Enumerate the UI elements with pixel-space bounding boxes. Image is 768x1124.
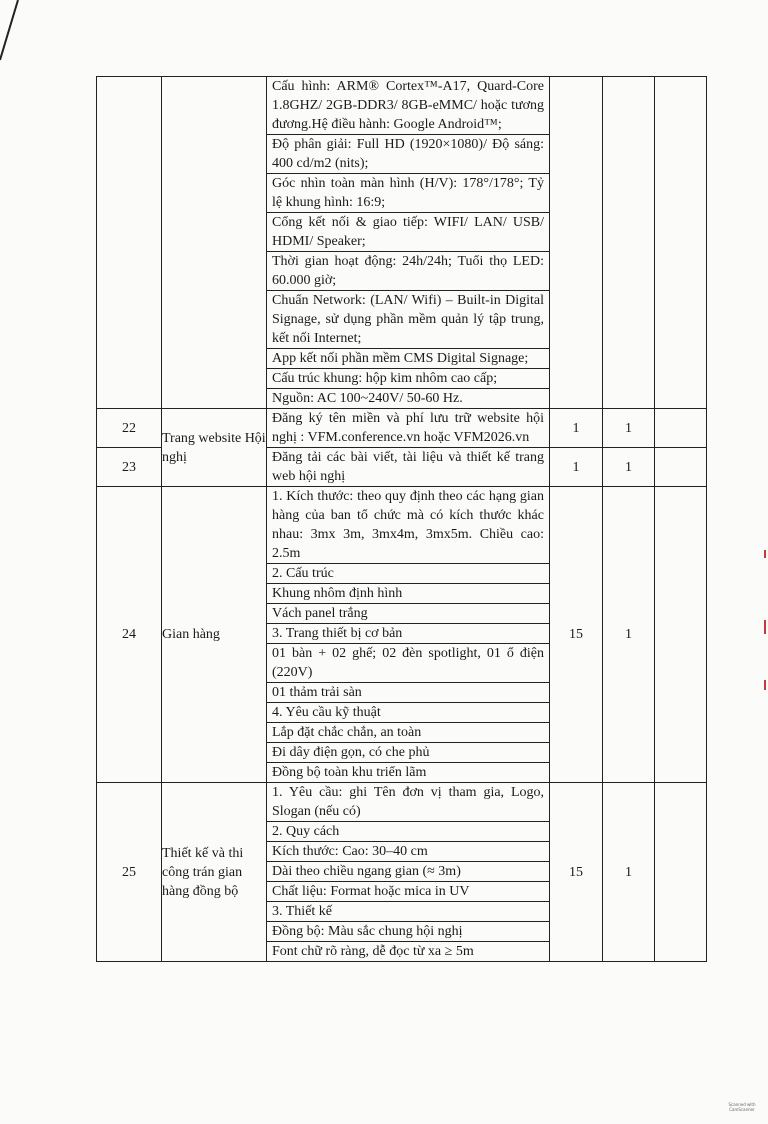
page-corner-fold [0, 0, 40, 80]
spec-line: 1. Kích thước: theo quy định theo các hạng gian hàng của ban tổ chức mà có kích thước khác nhau: 3mx 3m, 3mx4m, 3mx5m. Chiều cao: 2.5m [267, 487, 549, 564]
spec-line: Chuẩn Network: (LAN/ Wifi) – Built-in Digital Signage, sử dụng phần mềm quản lý tập trung, kết nối Internet; [267, 291, 549, 349]
spec-line: Đồng bộ toàn khu triển lãm [272, 765, 427, 780]
item-number: 25 [97, 783, 162, 962]
spec-line: Góc nhìn toàn màn hình (H/V): 178°/178°; Tỷ lệ khung hình: 16:9; [267, 174, 549, 213]
spec-line: Dài theo chiều ngang gian (≈ 3m) [267, 862, 549, 882]
spec-line: 01 bàn + 02 ghế; 02 đèn spotlight, 01 ổ điện (220V) [267, 644, 549, 683]
edge-mark [764, 550, 766, 558]
table-row [97, 783, 707, 962]
spec-line: 2. Quy cách [267, 822, 549, 842]
spec-line: Cấu hình: ARM® Cortex™-A17, Quard-Core 1.8GHZ/ 2GB-DDR3/ 8GB-eMMC/ hoặc tương đương.Hệ điều hành: Google Android™; [267, 77, 549, 135]
quantity: 1 [550, 448, 603, 487]
spec-line: Độ phân giải: Full HD (1920×1080)/ Độ sáng: 400 cd/m2 (nits); [267, 135, 549, 174]
item-description [267, 783, 550, 962]
spec-line: 3. Thiết kế [267, 902, 549, 922]
spec-line: Font chữ rõ ràng, dễ đọc từ xa ≥ 5m [272, 944, 474, 959]
item-name: Thiết kế và thi công trán gian hàng đồng bộ [162, 783, 267, 962]
spec-line: Cấu trúc khung: hộp kim nhôm cao cấp; [267, 369, 549, 389]
spec-line: Thời gian hoạt động: 24h/24h; Tuổi thọ LED: 60.000 giờ; [267, 252, 549, 291]
edge-mark [764, 620, 766, 634]
spec-line: Lắp đặt chắc chắn, an toàn [267, 723, 549, 743]
item-name: Trang website Hội nghị [162, 409, 267, 487]
spec-line: Vách panel trắng [267, 604, 549, 624]
unit-count: 1 [603, 448, 655, 487]
empty-cell [655, 783, 707, 962]
item-number: 23 [97, 448, 162, 487]
item-description [267, 409, 550, 448]
empty-cell [655, 409, 707, 448]
item-name [162, 77, 267, 409]
spec-line: Nguồn: AC 100~240V/ 50-60 Hz. [272, 391, 463, 406]
spec-line: 1. Yêu cầu: ghi Tên đơn vị tham gia, Logo, Slogan (nếu có) [267, 783, 549, 822]
spec-table [96, 76, 707, 962]
empty-cell [655, 448, 707, 487]
spec-line: Khung nhôm định hình [267, 584, 549, 604]
unit-count: 1 [603, 409, 655, 448]
empty-cell [655, 487, 707, 783]
spec-line: 01 thảm trải sàn [267, 683, 549, 703]
item-number: 22 [97, 409, 162, 448]
spec-line: 3. Trang thiết bị cơ bản [267, 624, 549, 644]
spec-line: Đi dây điện gọn, có che phủ [267, 743, 549, 763]
unit-count: 1 [603, 783, 655, 962]
spec-line: Đăng ký tên miền và phí lưu trữ website hội nghị : VFM.conference.vn hoặc VFM2026.vn [272, 411, 544, 445]
item-name: Gian hàng [162, 487, 267, 783]
spec-line: 4. Yêu cầu kỹ thuật [267, 703, 549, 723]
quantity: 1 [550, 409, 603, 448]
quantity: 15 [550, 487, 603, 783]
spec-line: Đồng bộ: Màu sắc chung hội nghị [267, 922, 549, 942]
item-description [267, 487, 550, 783]
spec-line: 2. Cấu trúc [267, 564, 549, 584]
unit-count [603, 77, 655, 409]
quantity: 15 [550, 783, 603, 962]
table-row [97, 487, 707, 783]
table-row [97, 77, 707, 409]
edge-mark [764, 680, 766, 690]
scanner-watermark: Scanned with CamScanner [728, 1102, 756, 1112]
item-number: 24 [97, 487, 162, 783]
table-row [97, 409, 707, 448]
item-description [267, 448, 550, 487]
spec-line: Đăng tải các bài viết, tài liệu và thiết kế trang web hội nghị [272, 450, 544, 484]
spec-line: Kích thước: Cao: 30–40 cm [267, 842, 549, 862]
empty-cell [655, 77, 707, 409]
spec-line: Chất liệu: Format hoặc mica in UV [267, 882, 549, 902]
spec-line: App kết nối phần mềm CMS Digital Signage; [267, 349, 549, 369]
quantity [550, 77, 603, 409]
item-description [267, 77, 550, 409]
item-number [97, 77, 162, 409]
spec-line: Cổng kết nối & giao tiếp: WIFI/ LAN/ USB/ HDMI/ Speaker; [267, 213, 549, 252]
unit-count: 1 [603, 487, 655, 783]
